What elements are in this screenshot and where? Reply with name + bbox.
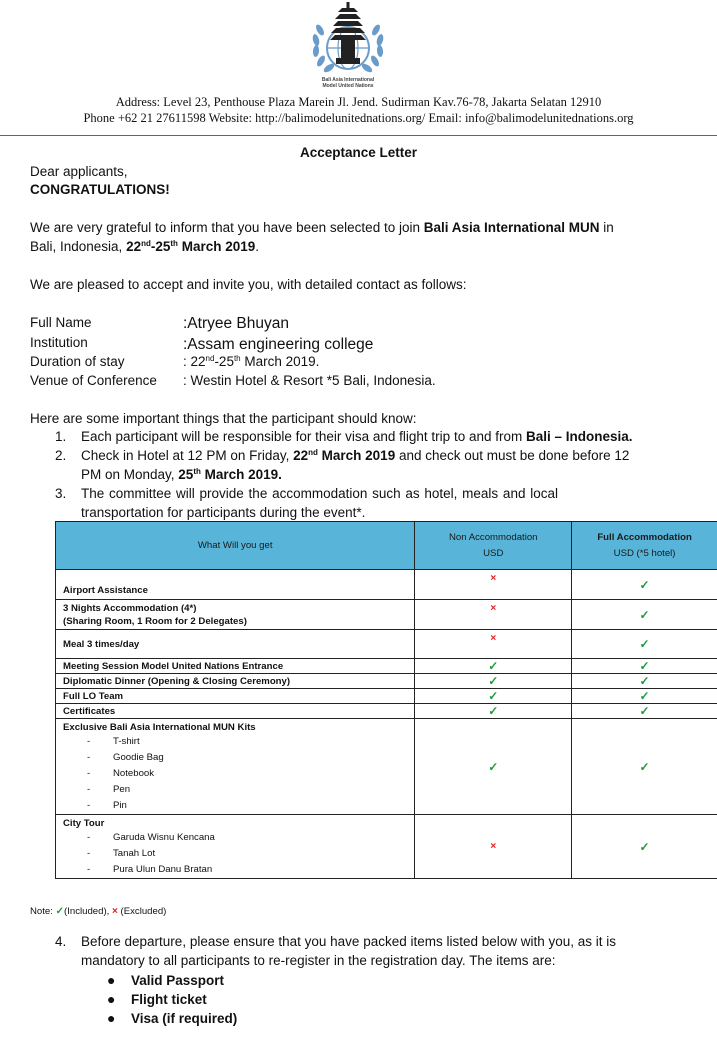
row-nights-line1: 3 Nights Accommodation (4*)	[63, 602, 197, 614]
item2-text-c: and check out must be done before 12	[395, 448, 630, 463]
item1-text	[81, 428, 633, 446]
header-what-you-get: What Will you get	[56, 522, 415, 570]
dash: -	[87, 768, 91, 779]
row-kits-cell	[56, 719, 415, 815]
item2-number: 2.	[55, 448, 67, 463]
table-row	[56, 630, 717, 659]
cross-mark	[415, 815, 572, 879]
item1-text-a: Each participant will be responsible for their visa and flight trip to and from	[81, 429, 526, 444]
item3-line2: transportation for participants during the event*.	[81, 505, 366, 520]
paragraph-accept: We are pleased to accept and invite you, with detailed contact as follows:	[30, 277, 467, 292]
note-excluded: (Excluded)	[117, 906, 167, 917]
paragraph-selected-line2	[30, 238, 259, 256]
detail-label-institution: Institution	[30, 335, 88, 350]
detail-value-venue: : Westin Hotel & Resort *5 Bali, Indonesia.	[183, 373, 436, 388]
kit-item	[63, 750, 414, 766]
check-icon: ✓	[639, 659, 650, 673]
item1-destination: Bali – Indonesia.	[525, 429, 633, 444]
check-mark	[572, 719, 717, 815]
detail-label-duration: Duration of stay	[30, 354, 125, 369]
row-meeting-label: Meeting Session Model United Nations Entrance	[56, 659, 415, 674]
p1-sup-th: th	[170, 239, 178, 248]
salutation: Dear applicants,	[30, 164, 128, 179]
detail-label-name: Full Name	[30, 315, 92, 330]
check-icon: ✓	[639, 839, 650, 854]
check-mark	[415, 719, 572, 815]
tour-item-text: Pura Ulun Danu Bratan	[113, 864, 213, 875]
header-non-accommodation	[415, 522, 572, 570]
row-kits-label: Exclusive Bali Asia International MUN Kits	[63, 722, 256, 733]
table-row	[56, 719, 717, 815]
detail-value-institution: :Assam engineering college	[183, 336, 374, 353]
row-dinner-label: Diplomatic Dinner (Opening & Closing Ceremony)	[56, 674, 415, 689]
detail-value-name: :Atryee Bhuyan	[183, 315, 289, 332]
row-lo-label: Full LO Team	[56, 689, 415, 704]
duration-start: : 22	[183, 354, 206, 369]
contact-line: Phone +62 21 27611598 Website: http://balimodelunitednations.org/ Email: info@balimodelunitednations.org	[83, 111, 634, 125]
kit-item-text: T-shirt	[113, 736, 140, 747]
check-mark	[572, 570, 717, 600]
item4-line2: mandatory to all participants to re-register in the registration day. The items are:	[81, 953, 556, 968]
logo-caption	[300, 77, 396, 89]
table-row	[56, 659, 717, 674]
logo-caption-line1: Bali Asia International	[321, 77, 375, 83]
item2-line2	[81, 466, 282, 484]
item2-month: March 2019	[317, 448, 396, 463]
list-item-text: Flight ticket	[131, 992, 207, 1007]
dash: -	[87, 832, 91, 843]
item3-number: 3.	[55, 486, 67, 501]
check-mark	[415, 674, 572, 689]
legend-note	[30, 906, 166, 917]
bullet-icon: ●	[107, 972, 116, 988]
item2-date2: 25	[178, 467, 194, 482]
header-full-acc-line2: USD (*5 hotel)	[613, 547, 676, 559]
check-mark	[415, 704, 572, 719]
check-mark	[572, 659, 717, 674]
item3-line1: The committee will provide the accommodation such as hotel, meals and local	[81, 486, 558, 501]
row-certificates-label: Certificates	[56, 704, 415, 719]
check-mark	[572, 674, 717, 689]
kit-item-text: Notebook	[113, 768, 155, 779]
table-row	[56, 704, 717, 719]
tour-item-text: Garuda Wisnu Kencana	[113, 832, 215, 843]
check-mark	[572, 815, 717, 879]
cross-icon: ×	[490, 633, 497, 644]
row-meal-label: Meal 3 times/day	[56, 630, 415, 659]
letter-title: Acceptance Letter	[299, 145, 418, 160]
kit-item-text: Pen	[113, 784, 131, 795]
list-item-text: Visa (if required)	[131, 1011, 238, 1026]
table-header-row	[56, 522, 717, 570]
p1-location: Bali, Indonesia,	[30, 239, 127, 254]
item2-month2: March 2019.	[200, 467, 282, 482]
cross-icon: ×	[490, 841, 497, 852]
dash: -	[87, 752, 91, 763]
check-icon: ✓	[488, 759, 499, 774]
check-icon: ✓	[488, 659, 499, 673]
table-row	[56, 815, 717, 879]
note-prefix: Note:	[30, 906, 56, 917]
dash: -	[87, 784, 91, 795]
p1-month: March 2019	[177, 239, 256, 254]
tour-item-text: Tanah Lot	[113, 848, 156, 859]
cross-mark	[415, 600, 572, 630]
item2-line1	[81, 447, 629, 465]
row-airport-label: Airport Assistance	[56, 570, 415, 600]
item4-line1: Before departure, please ensure that you have packed items listed below with you, as it is	[81, 934, 617, 949]
header-non-acc-line2: USD	[483, 547, 504, 559]
check-mark	[572, 689, 717, 704]
kit-item	[63, 766, 414, 782]
header-full-accommodation	[572, 522, 717, 570]
kit-item	[63, 798, 414, 814]
list-item	[107, 990, 207, 1009]
paragraph-selected-line1	[30, 219, 614, 237]
check-icon: ✓	[488, 674, 499, 688]
check-mark	[572, 600, 717, 630]
row-nights-label	[56, 600, 415, 630]
p1-text-end: in	[599, 220, 614, 235]
check-icon: ✓	[639, 689, 650, 703]
cross-icon: ×	[490, 603, 497, 614]
cross-mark	[415, 630, 572, 659]
dash: -	[87, 800, 91, 811]
detail-value-duration	[183, 353, 319, 371]
check-icon: ✓	[639, 759, 650, 774]
item2-date: 22	[293, 448, 309, 463]
check-icon: ✓	[639, 704, 650, 718]
list-item-text: Valid Passport	[131, 973, 225, 988]
check-mark	[415, 659, 572, 674]
check-icon: ✓	[639, 577, 650, 592]
p1-date-start: 22	[126, 239, 142, 254]
tour-item	[63, 830, 414, 846]
kit-item	[63, 782, 414, 798]
p1-sup-nd: nd	[141, 239, 151, 248]
item2-sup2: th	[193, 467, 201, 476]
duration-end: -25	[214, 354, 234, 369]
cross-icon: ×	[490, 573, 497, 584]
item4-number: 4.	[55, 934, 67, 949]
check-icon: ✓	[488, 704, 499, 718]
congratulations: CONGRATULATIONS!	[30, 182, 170, 197]
cross-icon: ×	[112, 906, 118, 917]
tour-item	[63, 846, 414, 862]
check-icon: ✓	[639, 607, 650, 622]
item2-text-d: PM on Monday,	[81, 467, 179, 482]
address-line: Address: Level 23, Penthouse Plaza Marein Jl. Jend. Sudirman Kav.76-78, Jakarta Selatan 12910	[115, 95, 602, 109]
logo-caption-line2: Model United Nations	[322, 83, 374, 89]
p1-period: .	[255, 239, 260, 254]
benefits-table	[55, 521, 717, 879]
check-icon: ✓	[488, 689, 499, 703]
check-mark	[415, 689, 572, 704]
table-row	[56, 689, 717, 704]
item1-number: 1.	[55, 429, 67, 444]
p1-date-end: -25	[150, 239, 171, 254]
dash: -	[87, 848, 91, 859]
table-row	[56, 600, 717, 630]
row-tour-cell	[56, 815, 415, 879]
table-row	[56, 674, 717, 689]
duration-sup-nd: nd	[205, 354, 215, 363]
list-item	[107, 971, 224, 990]
check-icon: ✓	[639, 674, 650, 688]
item2-text-a: Check in Hotel at 12 PM on Friday,	[81, 448, 294, 463]
table-row	[56, 570, 717, 600]
header-non-acc-line1: Non Accommodation	[448, 531, 538, 543]
event-name: Bali Asia International MUN	[423, 220, 600, 235]
kit-item-text: Goodie Bag	[113, 752, 164, 763]
duration-sup-th: th	[233, 354, 241, 363]
dash: -	[87, 864, 91, 875]
p1-text: We are very grateful to inform that you have been selected to join	[30, 220, 424, 235]
dash: -	[87, 736, 91, 747]
bullet-icon: ●	[107, 1010, 116, 1026]
check-mark	[572, 704, 717, 719]
bullet-icon: ●	[107, 991, 116, 1007]
check-icon: ✓	[55, 906, 64, 917]
kit-item	[63, 734, 414, 750]
row-nights-line2: (Sharing Room, 1 Room for 2 Delegates)	[63, 615, 247, 627]
important-intro: Here are some important things that the participant should know:	[30, 411, 417, 426]
header-full-acc-line1: Full Accommodation	[597, 531, 692, 543]
duration-month: March 2019.	[240, 354, 320, 369]
tour-item	[63, 862, 414, 878]
kit-item-text: Pin	[113, 800, 127, 811]
item2-sup: nd	[308, 448, 318, 457]
cross-mark	[415, 570, 572, 600]
check-mark	[572, 630, 717, 659]
note-included: (Included),	[64, 906, 112, 917]
check-icon: ✓	[639, 637, 650, 651]
row-tour-label: City Tour	[63, 818, 105, 829]
detail-label-venue: Venue of Conference	[30, 373, 157, 388]
list-item	[107, 1009, 237, 1028]
header-divider	[0, 135, 717, 136]
